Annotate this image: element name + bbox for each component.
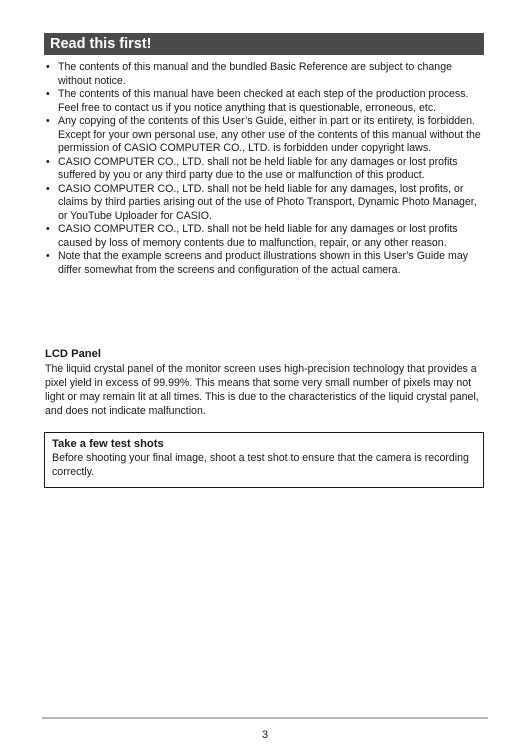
list-item [44, 115, 484, 156]
bullet-icon: • [46, 88, 50, 100]
footer-divider [42, 717, 488, 719]
list-item-text: CASIO COMPUTER CO., LTD. shall not be held liable for any damages or lost profits suffered by you or any third party due to the use or malfunction of this product. [58, 155, 458, 181]
bullet-icon: • [46, 115, 50, 127]
bullet-icon: • [46, 61, 50, 73]
list-item-text: Any copying of the contents of this User’s Guide, either in part or its entirety, is forbidden. Except for your own personal use, any other use of the contents of this manual without the permission of CASIO COMPUTER CO., LTD. is forbidden under copyright laws. [58, 115, 481, 154]
bullet-icon: • [46, 182, 50, 195]
lcd-panel-text: The liquid crystal panel of the monitor screen uses high-precision technology that provides a pixel yield in excess of 99.99%. This means that some very small number of pixels may not light or may remain lit at all times. This is due to the characteristics of the liquid crystal panel, and does not indicate malfunction. [45, 363, 479, 417]
note-text: Before shooting your final image, shoot a test shot to ensure that the camera is recording correctly. [52, 452, 469, 478]
list-item [44, 223, 484, 250]
list-item-text: The contents of this manual and the bundled Basic Reference are subject to change without notice. [58, 61, 452, 87]
list-item [44, 61, 484, 88]
list-item-text: The contents of this manual have been checked at each step of the production process. Feel free to contact us if you notice anything that is questionable, erroneous, etc. [58, 88, 469, 114]
bullet-icon: • [46, 155, 50, 168]
list-item [44, 156, 484, 183]
list-item-text: Note that the example screens and product illustrations shown in this User’s Guide may differ somewhat from the screens and configuration of the actual camera. [58, 250, 469, 276]
bullet-icon: • [46, 250, 50, 262]
test-shots-note-box [44, 432, 484, 488]
list-item [44, 183, 484, 224]
list-item-text: CASIO COMPUTER CO., LTD. shall not be held liable for any damages, lost profits, or claims by third parties arising out of the use of Photo Transport, Dynamic Photo Manager, or YouTube Uploader for CASIO. [58, 182, 477, 222]
note-title: Take a few test shots [52, 438, 164, 450]
page-number: 3 [261, 729, 269, 741]
list-item [44, 88, 484, 115]
notice-list [44, 61, 484, 277]
bullet-icon: • [46, 223, 50, 235]
section-title-bar [44, 33, 484, 55]
section-title: Read this first! [50, 36, 152, 52]
list-item-text: CASIO COMPUTER CO., LTD. shall not be held liable for any damages or lost profits caused by loss of memory contents due to malfunction, repair, or any other reason. [58, 223, 458, 249]
list-item [44, 250, 484, 277]
lcd-panel-heading: LCD Panel [45, 348, 101, 360]
